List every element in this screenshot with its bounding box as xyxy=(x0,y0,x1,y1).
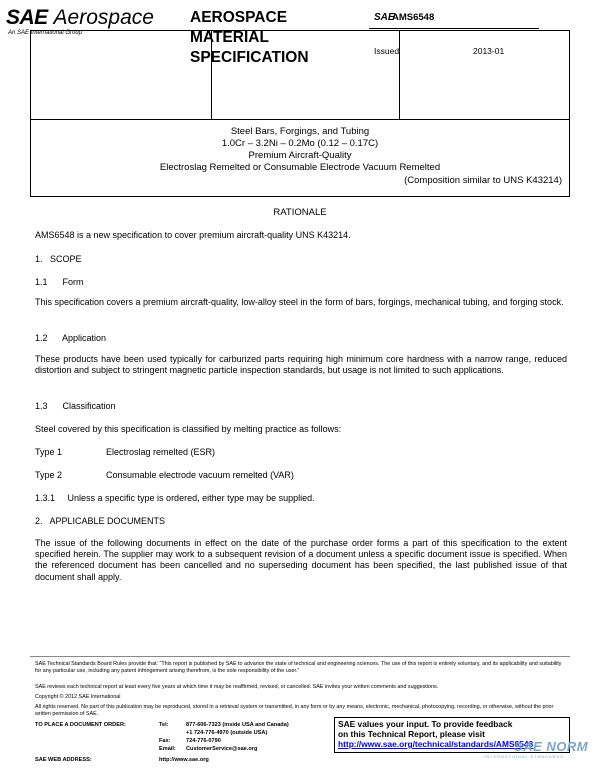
ams-number: AMS6548 xyxy=(392,12,435,23)
spec-title-line: (Composition similar to UNS K43214) xyxy=(404,175,562,186)
email-value[interactable]: CustomerService@sae.org xyxy=(186,746,258,752)
spec-title-line: 1.0Cr – 3.2Ni – 0.2Mo (0.12 – 0.17C) xyxy=(221,138,379,149)
feedback-line: SAE values your input. To provide feedback xyxy=(338,719,513,729)
watermark-logo: SAE NORM xyxy=(514,739,589,754)
type2-label: Type 2 xyxy=(35,470,63,480)
title-line: SPECIFICATION xyxy=(190,49,309,66)
fax-label: Fax: xyxy=(159,738,171,744)
classification-paragraph: Steel covered by this specification is classified by melting practice as follows: xyxy=(35,424,342,434)
spec-title-line: Premium Aircraft-Quality xyxy=(248,150,352,161)
logo-subtitle: An SAE International Group xyxy=(8,30,83,36)
tel-value: 877-606-7323 (inside USA and Canada) xyxy=(186,722,289,728)
header-divider xyxy=(399,31,400,120)
section-heading-classification: 1.3 Classification xyxy=(35,401,116,411)
tel-outside-value: +1 724-776-4970 (outside USA) xyxy=(186,730,268,736)
issued-date: 2013-01 xyxy=(473,46,505,56)
rationale-heading: RATIONALE xyxy=(273,207,327,218)
order-label: TO PLACE A DOCUMENT ORDER: xyxy=(35,722,126,728)
footer-rights: All rights reserved. No part of this publication may be reproduced, stored in a retrieval system or transmitted, in any form or by any means, electronic, mechanical, photocopying, recording, or otherwise, without the prior written permission of SAE. xyxy=(35,704,554,718)
spec-title-line: Steel Bars, Forgings, and Tubing xyxy=(230,126,370,137)
type1-text: Electroslag remelted (ESR) xyxy=(106,447,216,457)
logo-aerospace: Aerospace xyxy=(53,6,154,29)
watermark-subtitle: INTERNATIONAL STANDARDS xyxy=(484,754,565,759)
feedback-line: on this Technical Report, please visit xyxy=(338,729,485,739)
section-heading-applicable-documents: 2. APPLICABLE DOCUMENTS xyxy=(35,516,166,526)
footer-copyright: Copyright © 2012 SAE International xyxy=(35,694,121,700)
document-type-title xyxy=(190,8,360,68)
applicable-documents-paragraph: The issue of the following documents in effect on the date of the purchase order forms a part of this specification to the extent specified herein. The supplier may work to a subsequent revision of a document unless a specific document issue is specified. When the referenced document has been cancelled and no superseding document has been specified, the last published issue of that document shall apply. xyxy=(35,538,567,582)
tel-label: Tel: xyxy=(159,722,169,728)
feedback-link[interactable]: http://www.sae.org/technical/standards/AMS6548 xyxy=(338,739,534,749)
rationale-text: AMS6548 is a new specification to cover premium aircraft-quality UNS K43214. xyxy=(35,230,351,240)
web-label: SAE WEB ADDRESS: xyxy=(35,757,92,763)
web-link[interactable]: http://www.sae.org xyxy=(159,757,209,763)
title-line: MATERIAL xyxy=(190,29,269,46)
footer-board-rules: SAE Technical Standards Board Rules provide that: “This report is published by SAE to advance the state of technical and engineering sciences. The use of this report is entirely voluntary, and its applicability and suitability for any particular use, including any patent infringement arising therefrom, is the sole responsibility of the user.” xyxy=(35,661,562,675)
spec-title-line: Electroslag Remelted or Consumable Electrode Vacuum Remelted xyxy=(159,162,441,173)
type1-label: Type 1 xyxy=(35,447,63,457)
application-paragraph: These products have been used typically for carburized parts requiring high minimum core hardness with a narrow range, reduced distortion and subject to stringent magnetic particle inspection standards, but usage is not limited to such applications. xyxy=(35,354,567,376)
title-line: AEROSPACE xyxy=(190,9,288,26)
logo-sae: SAE xyxy=(6,6,48,29)
sae-mark-icon: SAE xyxy=(374,12,395,23)
type2-text: Consumable electrode vacuum remelted (VAR) xyxy=(106,470,294,480)
email-label: Email: xyxy=(159,746,176,752)
footer-rule xyxy=(30,656,570,657)
footer-review-note: SAE reviews each technical report at least every five years at which time it may be reaffirmed, revised, or cancelled. SAE invites your written comments and suggestions. xyxy=(35,684,439,690)
header-rule xyxy=(369,28,539,29)
sae-aerospace-logo xyxy=(6,6,154,30)
form-paragraph: This specification covers a premium aircraft-quality, low-alloy steel in the form of bars, forgings, mechanical tubing, and forging stock. xyxy=(35,297,564,307)
section-heading-form: 1.1 Form xyxy=(35,277,84,287)
clause-1-3-1: 1.3.1 Unless a specific type is ordered, either type may be supplied. xyxy=(35,493,315,503)
fax-value: 724-776-0790 xyxy=(186,738,221,744)
section-heading-application: 1.2 Application xyxy=(35,333,107,343)
issued-label: Issued xyxy=(374,46,400,56)
section-heading-scope: 1. SCOPE xyxy=(35,254,82,264)
